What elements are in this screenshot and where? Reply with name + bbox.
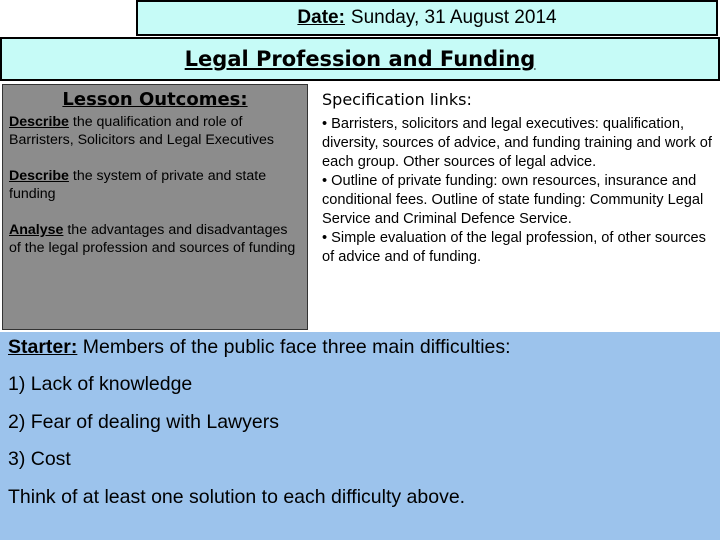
- starter-intro: [8, 336, 712, 359]
- outcome-text: the advantages and disadvantages of the legal profession and sources of funding: [9, 221, 296, 257]
- outcome-item: [9, 167, 301, 204]
- specification-heading: Specification links:: [322, 90, 472, 109]
- lesson-outcomes-heading: Lesson Outcomes:: [62, 89, 248, 110]
- outcome-verb: Analyse: [9, 221, 64, 238]
- specification-item: • Barristers, solicitors and legal executives: qualification, diversity, sources of advice, and funding training and work of each group. Other sources of legal advice.: [322, 116, 712, 170]
- outcome-item: [9, 113, 301, 150]
- lesson-outcomes-panel: [2, 84, 308, 330]
- date-label: Date:: [297, 7, 345, 28]
- starter-point: 3) Cost: [8, 448, 71, 471]
- date-banner: [136, 0, 718, 36]
- date-value: Sunday, 31 August 2014: [350, 7, 557, 28]
- starter-label: Starter:: [8, 336, 78, 358]
- starter-task: Think of at least one solution to each difficulty above.: [8, 485, 466, 508]
- specification-item: • Outline of private funding: own resources, insurance and conditional fees. Outline of state funding: Community Legal Service and Criminal Defence Service.: [322, 172, 704, 227]
- starter-intro-text: Members of the public face three main difficulties:: [77, 336, 511, 358]
- outcome-text: the system of private and state funding: [9, 167, 267, 203]
- starter-panel: [0, 332, 720, 540]
- page-title: Legal Profession and Funding: [184, 47, 536, 71]
- outcome-verb: Describe: [9, 114, 69, 130]
- specification-item: • Simple evaluation of the legal profession, of other sources of advice and of funding.: [322, 229, 706, 265]
- specification-links-panel: [313, 86, 717, 330]
- outcome-item: [9, 221, 301, 258]
- starter-point: 1) Lack of knowledge: [8, 373, 193, 396]
- outcome-verb: Describe: [9, 167, 69, 184]
- starter-point: 2) Fear of dealing with Lawyers: [8, 410, 279, 433]
- outcome-text: the qualification and role of Barristers, Solicitors and Legal Executives: [9, 114, 274, 149]
- title-banner: [0, 37, 720, 81]
